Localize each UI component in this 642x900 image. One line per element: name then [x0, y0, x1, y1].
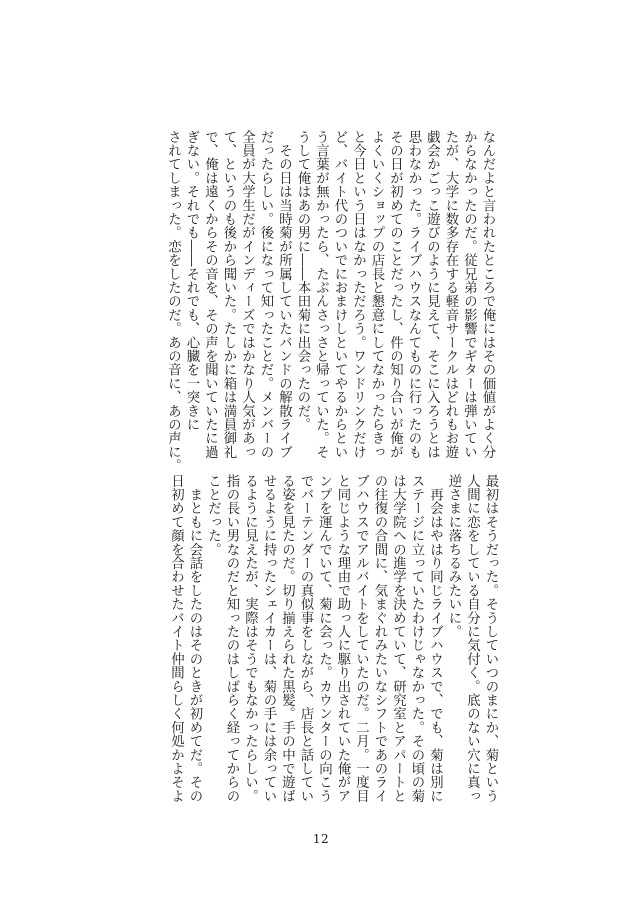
text-line: 全員が大学生だがインディーズではかなり人気があっ	[239, 130, 255, 459]
text-line: は大学院への進学を決めていて、研究室とアパートと	[390, 474, 406, 803]
text-line: る姿を見たのだ。切り揃えられた黒髪。手の中で遊ば	[279, 474, 295, 803]
text-line: ブハウスでアルバイトをしていたのだ。二月。一度目	[353, 474, 369, 803]
text-line: 最初はそうだった。そうしていつのまにか、菊という	[483, 474, 498, 803]
text-line: 指の長い男なのだと知ったのはしばらく経ってからの	[224, 474, 239, 803]
text-line: その日は当時菊が所属していたバンドの解散ライブ	[276, 130, 292, 459]
text-line: 人間に恋をしている自分に気付く。底のない穴に真っ	[464, 474, 480, 803]
text-line: 戯会かごっこ遊びのように見えて、そこに入ろうとは	[424, 130, 440, 459]
text-line: その日が初めてのことだったし、件の知り合いが俺が	[387, 130, 403, 459]
text-line: 日初めて顔を合わせたバイト仲間らしく何処かよそよ	[168, 474, 184, 803]
text-line: の往復の合間に、気まぐれみたいなシフトであのライ	[372, 474, 387, 803]
text-line: ことだった。	[205, 474, 221, 557]
text-block-bottom	[129, 474, 499, 803]
text-line: ステージに立っていたわけじゃなかった。その頃の菊	[409, 474, 424, 803]
text-line: 再会はやはり同じライブハウスで、でも、菊は別に	[427, 474, 443, 803]
text-line: だったらしい。後になって知ったことだ。メンバーの	[258, 130, 273, 459]
text-line: 逆さまに落ちるみたいに。	[446, 474, 461, 639]
text-line: されてしまった。恋をしたのだ。あの音に、あの声に。	[165, 130, 181, 473]
text-line: でバーテンダーの真似事をしながら、店長と話してい	[298, 474, 313, 803]
text-line: まともに会話をしたのはそのときが初めてだ。その	[187, 474, 202, 803]
text-line: う言葉が無かったら、たぶんさっさと帰っていた。そ	[313, 130, 329, 459]
text-block-top	[126, 130, 496, 473]
text-line: るように見えたが、実際はそうでもなかったらしい。	[242, 474, 258, 803]
text-line: うして俺はあの男に――本田菊に出会ったのだ。	[295, 130, 310, 432]
text-line: ンプを運んでいて、菊に会った。カウンターの向こう	[316, 474, 332, 803]
text-line: ぎない。それでも――それでも、心臓を一突きに	[184, 130, 199, 432]
text-line: で、俺は遠くからその音を、その声を聞いていたに過	[202, 130, 218, 459]
text-line: なんだよと言われたところで俺にはその価値がよく分	[480, 130, 495, 459]
text-line: ど、バイト代のついでにおまけしといてやるからとい	[332, 130, 347, 459]
page-number: 12	[312, 832, 330, 846]
text-line: と同じような理由で助っ人に駆り出されていた俺がア	[335, 474, 350, 803]
text-line: て、というのも後から聞いた。たしかに箱は満員御礼	[221, 130, 236, 459]
text-line: からなかったのだ。従兄弟の影響でギターは弾いてい	[461, 130, 477, 459]
text-line: よくいくショップの店長と懇意にしてなかったらきっ	[369, 130, 384, 459]
text-line: 思わなかった。ライブハウスなんてものに行ったのも	[406, 130, 421, 459]
text-line: と今日という日はなかっただろう。ワンドリンクだけ	[350, 130, 366, 459]
text-line: たが、大学に数多存在する軽音サークルはどれもお遊	[443, 130, 458, 459]
text-line: せるように持ったシェイカーは、菊の手には余ってい	[261, 474, 276, 803]
